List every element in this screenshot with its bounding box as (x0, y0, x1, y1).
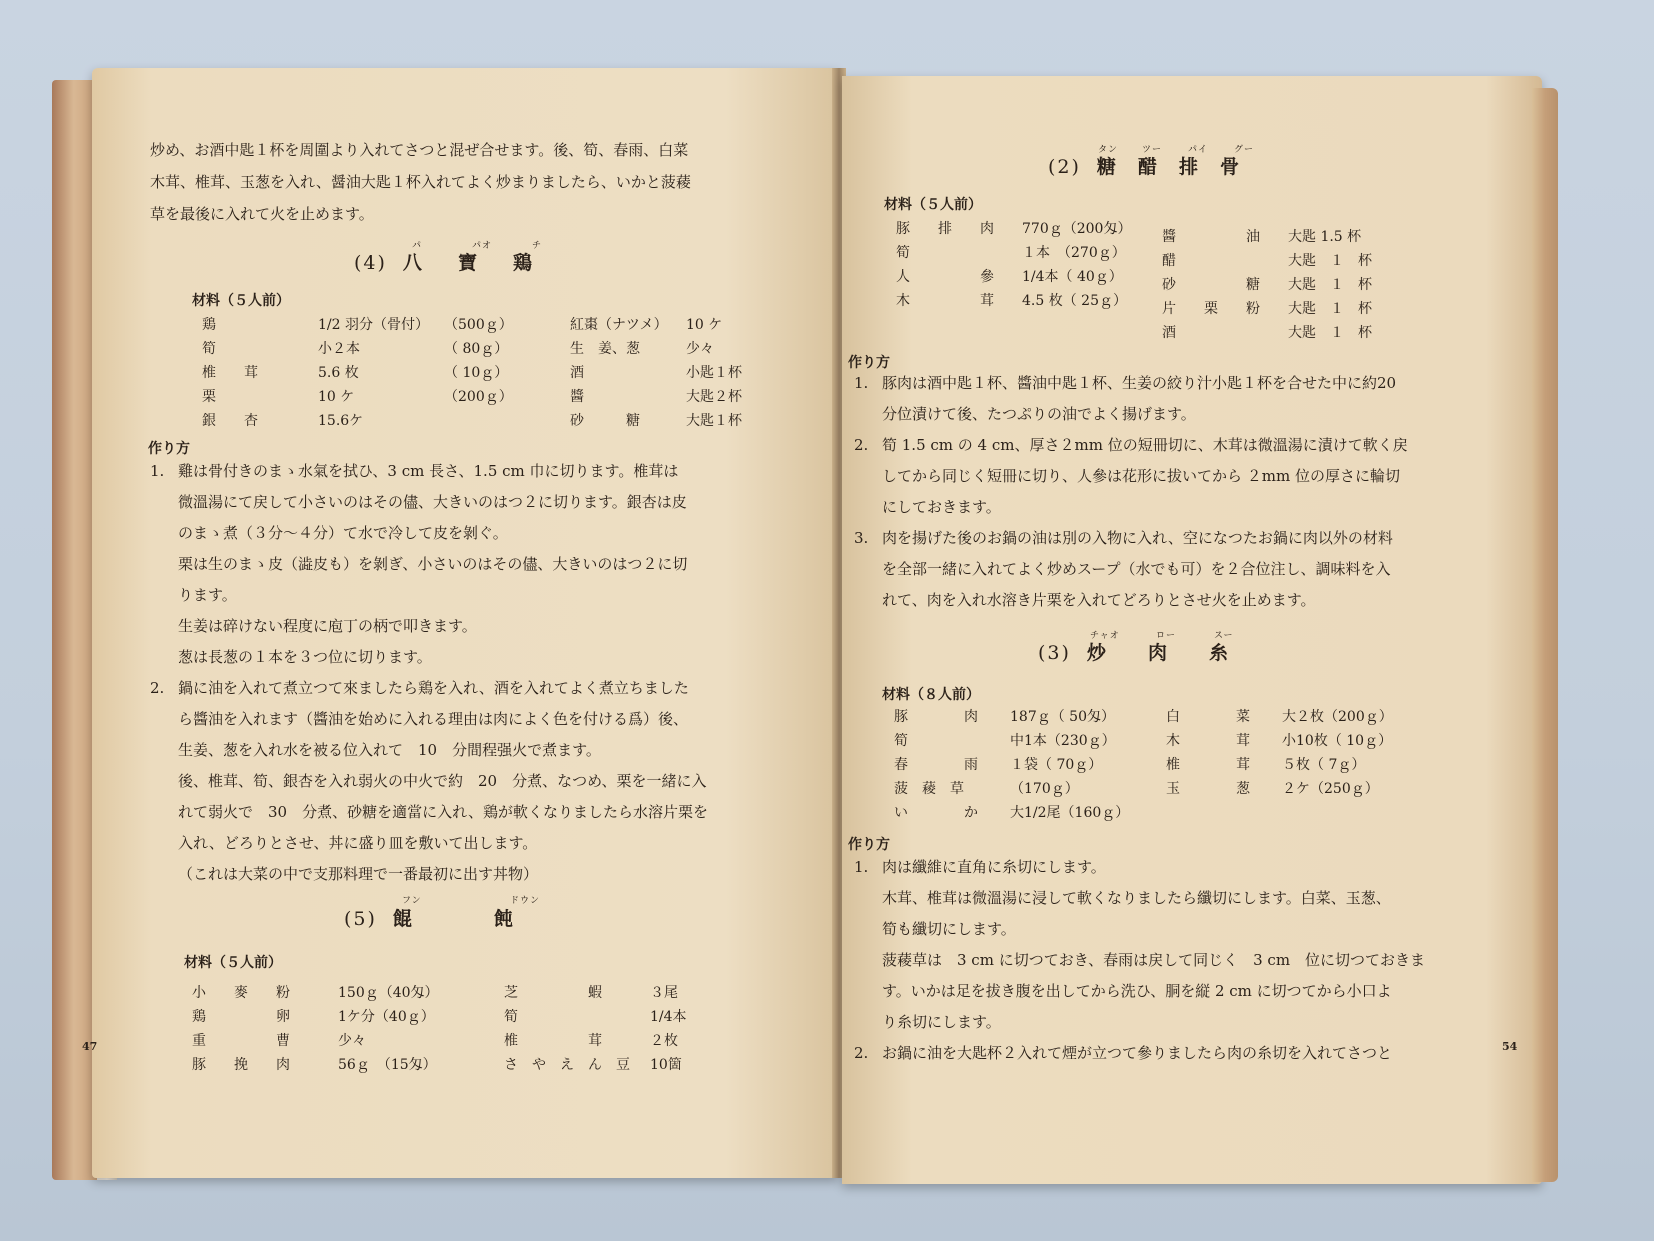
ingredient-cell: ３尾 (650, 985, 678, 1001)
ingredient-cell: い か (894, 805, 978, 821)
ingredient-cell: 生 姜、葱 (570, 341, 640, 357)
ingredient-row (192, 1028, 726, 1052)
step-line: （これは大菜の中で支那料理で一番最初に出す丼物） (178, 865, 539, 883)
recipe5-materials-label: 材料（５人前） (184, 955, 282, 971)
step-line: 葱は長葱の１本を３つ位に切ります。 (178, 648, 432, 666)
intro-line-3: 草を最後に入れて火を止めます。 (150, 205, 374, 223)
ruby-chao: チャオ (1090, 631, 1120, 641)
ingredient-cell: 人 參 (896, 269, 994, 285)
step-line: 肉は纖維に直角に糸切にします。 (882, 858, 1106, 876)
ingredient-cell: 150ｇ（40匁） (338, 985, 439, 1001)
ingredient-cell: （200ｇ） (444, 389, 513, 405)
ruby-fun: フン (402, 896, 422, 906)
intro-line-2: 木茸、椎茸、玉葱を入れ、醤油大匙１杯入れてよく炒まりましたら、いかと菠薐 (150, 173, 691, 191)
ingredient-row (894, 752, 1418, 776)
book-right-edge (1532, 88, 1558, 1182)
ingredient-row (192, 980, 726, 1004)
recipe4-method-label: 作り方 (148, 441, 190, 457)
ingredient-cell: 木 茸 (1166, 733, 1250, 749)
ingredient-cell: 15.6ケ (318, 413, 364, 429)
ingredient-cell: 銀 杏 (202, 413, 258, 429)
ingredient-cell: 大匙２杯 (686, 389, 742, 405)
ingredient-cell: 少々 (686, 341, 714, 357)
ingredient-cell: 白 菜 (1166, 709, 1250, 725)
ingredient-row (1162, 272, 1394, 296)
step-line: れて弱火で 30 分煮、砂糖を適當に入れ、鶏が軟くなりましたら水溶片栗を (178, 803, 708, 821)
recipe3-title: (3) 炒 肉 糸 (1038, 642, 1230, 664)
ingredient-cell: 醬 油 (1162, 229, 1260, 245)
step-line: 豚肉は酒中匙１杯、醬油中匙１杯、生姜の絞り汁小匙１杯を合せた中に約20 (882, 374, 1397, 392)
ingredient-cell: （ 10ｇ） (444, 365, 509, 381)
ingredient-cell: 椎 茸 (1166, 757, 1250, 773)
ingredient-cell: 小 麥 粉 (192, 985, 290, 1001)
step-number: 2. (854, 436, 869, 454)
step-line: 肉を揚げた後のお鍋の油は別の入物に入れ、空になつたお鍋に肉以外の材料 (882, 529, 1393, 547)
ingredient-cell: 栗 (202, 389, 216, 405)
ingredient-cell: ２ケ（250ｇ） (1282, 781, 1379, 797)
ingredient-cell: 小２本 (318, 341, 360, 357)
ingredient-cell: 1/4本 (650, 1009, 687, 1025)
ingredient-cell: 醬 (570, 389, 584, 405)
ingredient-row (896, 240, 1168, 264)
ingredient-row (1162, 224, 1394, 248)
ingredient-cell: 5.6 枚 (318, 365, 359, 381)
step-line: 分位漬けて後、たつぷりの油でよく揚げます。 (882, 405, 1196, 423)
step-line: り糸切にします。 (882, 1013, 1001, 1031)
ingredient-cell: 小匙１杯 (686, 365, 742, 381)
step-number: 2. (854, 1044, 869, 1062)
left-page (82, 68, 838, 1178)
ingredient-cell: 紅棗（ナツメ） (570, 317, 668, 333)
ingredient-cell: １袋（ 70ｇ） (1010, 757, 1103, 773)
ruby-ba: パ (412, 241, 423, 251)
intro-line-1: 炒め、お酒中匙１杯を周圍より入れてさつと混ぜ合せます。後、筍、春雨、白菜 (150, 141, 689, 159)
ingredient-cell: 玉 葱 (1166, 781, 1250, 797)
ingredient-cell: 木 茸 (896, 293, 994, 309)
ingredient-cell: 芝 蝦 (504, 985, 602, 1001)
ingredient-cell: 重 曹 (192, 1033, 290, 1049)
ingredient-cell: 豚 排 肉 (896, 221, 994, 237)
ingredient-row (896, 288, 1168, 312)
ingredient-row (1162, 296, 1394, 320)
step-number: 2. (150, 679, 165, 697)
step-line: お鍋に油を大匙杯２入れて煙が立つて參りましたら肉の糸切を入れてさつと (882, 1044, 1393, 1062)
ingredient-row (894, 728, 1418, 752)
ingredient-row (202, 384, 772, 408)
ingredient-cell: 小10枚（ 10ｇ） (1282, 733, 1393, 749)
step-number: 1. (854, 374, 869, 392)
ingredient-cell: ２枚 (650, 1033, 678, 1049)
ingredient-row (202, 360, 772, 384)
ingredient-cell: （500ｇ） (444, 317, 513, 333)
step-line: のまゝ煮（３分～４分）て水で冷して皮を剝ぐ。 (178, 524, 508, 542)
ingredient-cell: （170ｇ） (1010, 781, 1079, 797)
recipe2-ingredients-right (1162, 224, 1394, 344)
step-line: 筍 1.5 cm の 4 cm、厚さ２mm 位の短冊切に、木茸は微溫湯に漬けて軟く戻 (882, 436, 1408, 454)
ingredient-cell: １本 （270ｇ） (1022, 245, 1126, 261)
recipe5-title: (5) 餛 飩 (344, 908, 515, 930)
step-line: を全部一緒に入れてよく炒めスープ（水でも可）を２合位注し、調味料を入 (882, 560, 1391, 578)
ingredient-cell: 1/2 羽分（骨付） (318, 317, 429, 333)
step-line: 生姜、葱を入れ水を被る位入れて 10 分間程强火で煮ます。 (178, 741, 601, 759)
ingredient-cell: 砂 糖 (1162, 277, 1260, 293)
ruby-su: スー (1214, 631, 1234, 641)
ingredient-cell: 大２枚（200ｇ） (1282, 709, 1393, 725)
ruby-pai: パイ (1188, 145, 1209, 155)
ruby-doun: ドウン (510, 896, 541, 906)
ingredient-cell: 大匙 １ 杯 (1288, 277, 1372, 293)
ingredient-cell: （ 80ｇ） (444, 341, 509, 357)
ingredient-cell: 大1/2尾（160ｇ） (1010, 805, 1130, 821)
step-line: す。いかは足を拔き腹を出してから洗ひ、胴を縦 2 cm に切つてから小口よ (882, 982, 1392, 1000)
ingredient-cell: 筍 (894, 733, 908, 749)
ingredient-cell: ５枚（ 7ｇ） (1282, 757, 1366, 773)
ingredient-cell: 1/4本（ 40ｇ） (1022, 269, 1123, 285)
ruby-tsu: ツー (1142, 145, 1163, 155)
ingredient-row (896, 264, 1168, 288)
ingredient-row (894, 704, 1418, 728)
right-page (842, 76, 1542, 1184)
open-book (28, 58, 1558, 1178)
ingredient-cell: 椎 茸 (202, 365, 258, 381)
left-page-number: 47 (82, 1040, 98, 1053)
ingredient-cell: 鶏 (202, 317, 216, 333)
recipe3-method-label: 作り方 (848, 837, 890, 853)
ingredient-row (894, 800, 1418, 824)
step-line: 微溫湯にて戻して小さいのはその儘、大きいのはつ２に切ります。銀杏は皮 (178, 493, 687, 511)
ingredient-cell: 片 栗 粉 (1162, 301, 1260, 317)
ruby-pao: パオ (472, 241, 493, 251)
ingredient-cell: 大匙１杯 (686, 413, 742, 429)
recipe4-ingredients-table (202, 312, 772, 432)
ingredient-cell: 大匙 １ 杯 (1288, 253, 1372, 269)
ingredient-cell: 菠 薐 草 (894, 781, 964, 797)
ingredient-cell: 10箇 (650, 1057, 682, 1073)
step-line: 入れ、どろりとさせ、丼に盛り皿を敷いて出します。 (178, 834, 538, 852)
recipe5-ingredients-table (192, 980, 726, 1076)
ingredient-row (192, 1052, 726, 1076)
ingredient-row (896, 216, 1168, 240)
ingredient-cell: 4.5 枚（ 25ｇ） (1022, 293, 1127, 309)
step-line: 栗は生のまゝ皮（澁皮も）を剝ぎ、小さいのはその儘、大きいのはつ２に切 (178, 555, 688, 573)
ingredient-cell: 中1本（230ｇ） (1010, 733, 1116, 749)
ingredient-cell: 770ｇ（200匁） (1022, 221, 1132, 237)
ruby-tan: タン (1098, 145, 1119, 155)
step-line: 雞は骨付きのまゝ水氣を拭ひ、3 cm 長さ、1.5 cm 巾に切ります。椎茸は (178, 462, 679, 480)
ingredient-cell: 筍 (896, 245, 910, 261)
recipe2-title: (2) 糖 醋 排 骨 (1048, 156, 1241, 178)
right-page-number: 54 (1502, 1040, 1518, 1053)
ingredient-row (202, 408, 772, 432)
recipe3-materials-label: 材料（８人前） (882, 687, 980, 703)
ruby-chi: チ (532, 241, 543, 251)
ingredient-cell: 豚 挽 肉 (192, 1057, 290, 1073)
step-line: 菠薐草は 3 cm に切つておき、春雨は戻して同じく 3 cm 位に切つておきま (882, 951, 1426, 969)
recipe4-materials-label: 材料（５人前） (192, 293, 290, 309)
ingredient-cell: 10 ケ (318, 389, 355, 405)
ingredient-cell (1166, 800, 1282, 824)
step-number: 3. (854, 529, 869, 547)
ingredient-cell: 187ｇ（ 50匁） (1010, 709, 1115, 725)
ingredient-cell: 1ケ分（40ｇ） (338, 1009, 435, 1025)
ingredient-row (192, 1004, 726, 1028)
step-line: 後、椎茸、筍、銀杏を入れ弱火の中火で約 20 分煮、なつめ、栗を一緒に入 (178, 772, 707, 790)
ingredient-cell: 春 雨 (894, 757, 978, 773)
recipe2-method-label: 作り方 (848, 355, 890, 371)
ingredient-row (202, 336, 772, 360)
step-number: 1. (150, 462, 165, 480)
ingredient-cell: 大匙 １ 杯 (1288, 301, 1372, 317)
recipe4-title: (4) 八 寶 鶏 (354, 252, 534, 274)
step-line: れて、肉を入れ水溶き片栗を入れてどろりとさせ火を止めます。 (882, 591, 1316, 609)
ruby-gu: グー (1234, 145, 1255, 155)
ingredient-cell: 椎 茸 (504, 1033, 602, 1049)
step-line: 木茸、椎茸は微溫湯に浸して軟くなりましたら纖切にします。白菜、玉葱、 (882, 889, 1391, 907)
ingredient-cell: 豚 肉 (894, 709, 978, 725)
step-line: ら醬油を入れます（醬油を始めに入れる理由は肉によく色を付ける爲）後、 (178, 710, 689, 728)
recipe2-materials-label: 材料（５人前） (884, 197, 982, 213)
step-line: 鍋に油を入れて煮立つて來ましたら鶏を入れ、酒を入れてよく煮立ちました (178, 679, 689, 697)
ingredient-cell: 醋 (1162, 253, 1176, 269)
ingredient-cell: 筍 (202, 341, 216, 357)
ingredient-row (1162, 320, 1394, 344)
ingredient-row (894, 776, 1418, 800)
ingredient-cell: 大匙 1.5 杯 (1288, 229, 1362, 245)
ingredient-cell: さ や え ん 豆 (504, 1057, 630, 1073)
ingredient-row (202, 312, 772, 336)
step-line: にしておきます。 (882, 498, 1001, 516)
ingredient-cell (444, 408, 570, 432)
step-line: 生姜は碎けない程度に庖丁の柄で叩きます。 (178, 617, 477, 635)
step-line: してから同じく短冊に切り、人參は花形に拔いてから ２mm 位の厚さに輪切 (882, 467, 1400, 485)
ingredient-cell: 酒 (570, 365, 584, 381)
ingredient-cell: 少々 (338, 1033, 366, 1049)
ingredient-cell: 酒 (1162, 325, 1176, 341)
ruby-ro: ロー (1156, 631, 1177, 641)
ingredient-cell: 筍 (504, 1009, 518, 1025)
ingredient-cell (1282, 800, 1418, 824)
recipe2-ingredients-left (896, 216, 1168, 312)
step-line: 筍も纖切にします。 (882, 920, 1016, 938)
ingredient-cell: 鶏 卵 (192, 1009, 290, 1025)
ingredient-cell: 砂 糖 (570, 413, 640, 429)
step-line: ります。 (178, 586, 237, 604)
step-number: 1. (854, 858, 869, 876)
ingredient-row (1162, 248, 1394, 272)
ingredient-cell: 56ｇ （15匁） (338, 1057, 437, 1073)
recipe3-ingredients-table (894, 704, 1418, 824)
ingredient-cell: 10 ケ (686, 317, 723, 333)
ingredient-cell: 大匙 １ 杯 (1288, 325, 1372, 341)
